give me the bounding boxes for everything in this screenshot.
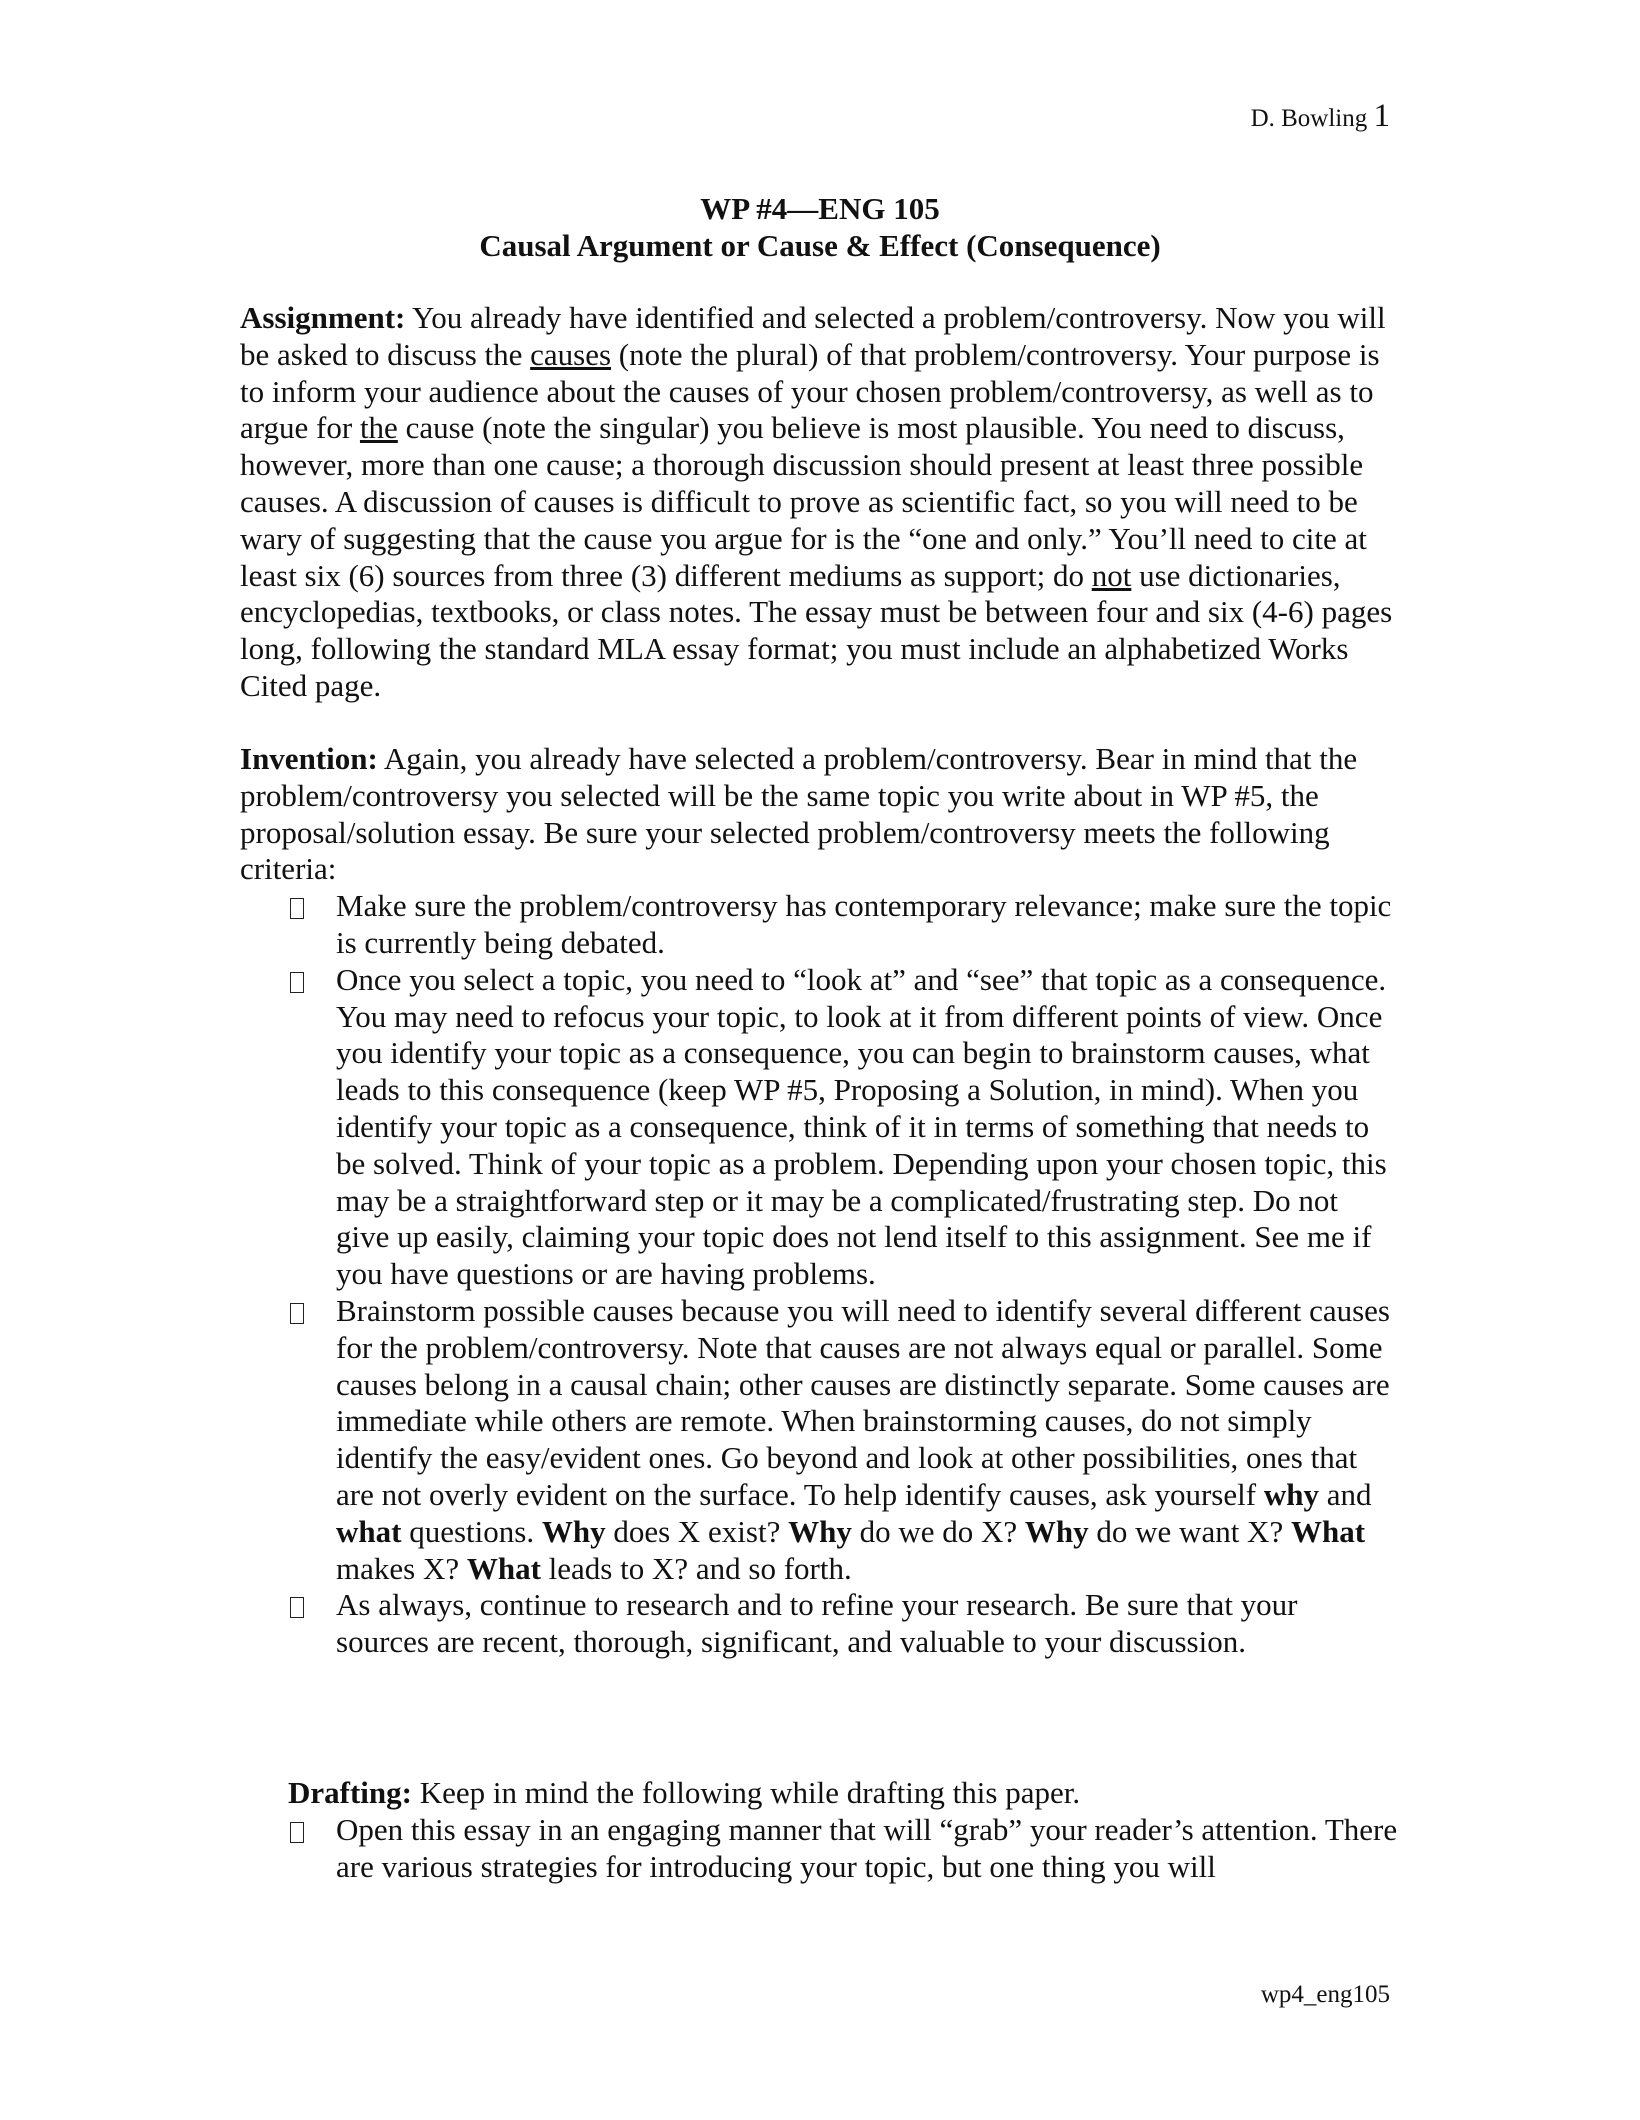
- bullet-3-text: makes X?: [336, 1550, 467, 1586]
- drafting-bullet-list: [288, 1812, 1398, 1886]
- bullet-3-bold: what: [336, 1513, 402, 1549]
- page-number: 1: [1373, 98, 1390, 134]
- drafting-intro: [288, 1775, 1398, 1812]
- bullet-3-text: Brainstorm possible causes because you will need to identify several different causes for the problem/controversy. Note that causes are not always equal or parallel. Some causes belong in a causal chain; other causes are distinctly separate. Some causes are immediate while others are remote. When brainstorming causes, do not simply identify the easy/evident ones. Go beyond and look at other possibilities, ones that are not overly evident on the surface. To help identify causes, ask yourself: [336, 1292, 1390, 1512]
- bullet-3-text: and: [1318, 1476, 1372, 1512]
- assignment-underline-causes: causes: [530, 336, 612, 372]
- assignment-label: Assignment:: [240, 300, 406, 335]
- bullet-3-bold: What: [466, 1550, 541, 1586]
- invention-bullet-1: Make sure the problem/controversy has contemporary relevance; make sure the topic is currently being debated.: [336, 888, 1392, 960]
- invention-bullet-3: [336, 1293, 1390, 1586]
- list-item: [240, 1293, 1395, 1587]
- drafting-section: [288, 1775, 1398, 1885]
- bullet-3-text: do we want X?: [1088, 1513, 1291, 1549]
- bullet-3-text: do we do X?: [851, 1513, 1025, 1549]
- invention-section: [240, 741, 1395, 1661]
- drafting-label: Drafting:: [288, 1775, 412, 1810]
- bullet-3-bold: Why: [1024, 1513, 1089, 1549]
- title-line-2: Causal Argument or Cause & Effect (Consequence): [479, 228, 1161, 263]
- assignment-text-2: (note the plural) of that problem/controversy. Your purpose is to inform your audience about the causes of your chosen problem/controversy, as well as to argue for: [240, 336, 1380, 446]
- bullet-3-bold: why: [1263, 1476, 1319, 1512]
- invention-intro-text: Again, you already have selected a problem/controversy. Bear in mind that the problem/controversy you selected will be the same topic you write about in WP #5, the proposal/solution essay. Be sure your selected problem/controversy meets the following criteria:: [240, 741, 1358, 887]
- bullet-box-icon: [290, 972, 304, 993]
- bullet-box-icon: [290, 898, 304, 919]
- title-line-1: WP #4—ENG 105: [700, 191, 940, 226]
- list-item: [240, 888, 1395, 962]
- assignment-text-3: cause (note the singular) you believe is most plausible. You need to discuss, however, more than one cause; a thorough discussion should present at least three possible causes. A discussion of causes is difficult to prove as scientific fact, so you will need to be wary of suggesting that the cause you argue for is the “one and only.” You’ll need to cite at least six (6) sources from three (3) different mediums as support; do: [240, 410, 1367, 593]
- assignment-paragraph: [240, 300, 1395, 705]
- bullet-box-icon: [290, 1597, 304, 1618]
- invention-label: Invention:: [240, 741, 378, 776]
- invention-intro: [240, 741, 1395, 888]
- list-item: [288, 1812, 1398, 1886]
- bullet-3-text: questions.: [401, 1513, 542, 1549]
- bullet-3-text: does X exist?: [605, 1513, 789, 1549]
- bullet-3-bold: Why: [788, 1513, 852, 1549]
- document-title: [0, 190, 1640, 264]
- invention-bullet-4: As always, continue to research and to refine your research. Be sure that your sources are recent, thorough, significant, and valuable to your discussion.: [336, 1587, 1298, 1660]
- bullet-box-icon: [290, 1822, 304, 1843]
- assignment-text-1: You already have identified and selected a problem/controversy. Now you will be asked to discuss the: [240, 300, 1386, 372]
- bullet-3-text: leads to X? and so forth.: [540, 1550, 852, 1586]
- invention-bullet-list: [240, 888, 1395, 1661]
- bullet-3-bold: Why: [541, 1513, 606, 1549]
- header-author: D. Bowling: [1250, 105, 1368, 132]
- assignment-underline-not: not: [1091, 557, 1132, 593]
- bullet-3-bold: What: [1290, 1513, 1366, 1549]
- list-item: [240, 962, 1395, 1293]
- drafting-intro-text: Keep in mind the following while drafting this paper.: [411, 1775, 1081, 1810]
- bullet-box-icon: [290, 1303, 304, 1324]
- page-footer: wp4_eng105: [1260, 1981, 1390, 2008]
- invention-bullet-2: Once you select a topic, you need to “look at” and “see” that topic as a consequence. You may need to refocus your topic, to look at it from different points of view. Once you identify your topic as a consequence, you can begin to brainstorm causes, what leads to this consequence (keep WP #5, Proposing a Solution, in mind). When you identify your topic as a consequence, think of it in terms of something that needs to be solved. Think of your topic as a problem. Depending upon your chosen topic, this may be a straightforward step or it may be a complicated/frustrating step. Do not give up easily, claiming your topic does not lend itself to this assignment. See me if you have questions or are having problems.: [336, 961, 1387, 1292]
- list-item: [240, 1587, 1395, 1661]
- assignment-underline-the: the: [359, 410, 398, 446]
- assignment-text-4: use dictionaries, encyclopedias, textbooks, or class notes. The essay must be between four and six (4-6) pages long, following the standard MLA essay format; you must include an alphabetized Works Cited page.: [240, 557, 1393, 703]
- drafting-bullet-1: Open this essay in an engaging manner that will “grab” your reader’s attention. There are various strategies for introducing your topic, but one thing you will: [336, 1811, 1398, 1884]
- running-header: [1251, 100, 1390, 135]
